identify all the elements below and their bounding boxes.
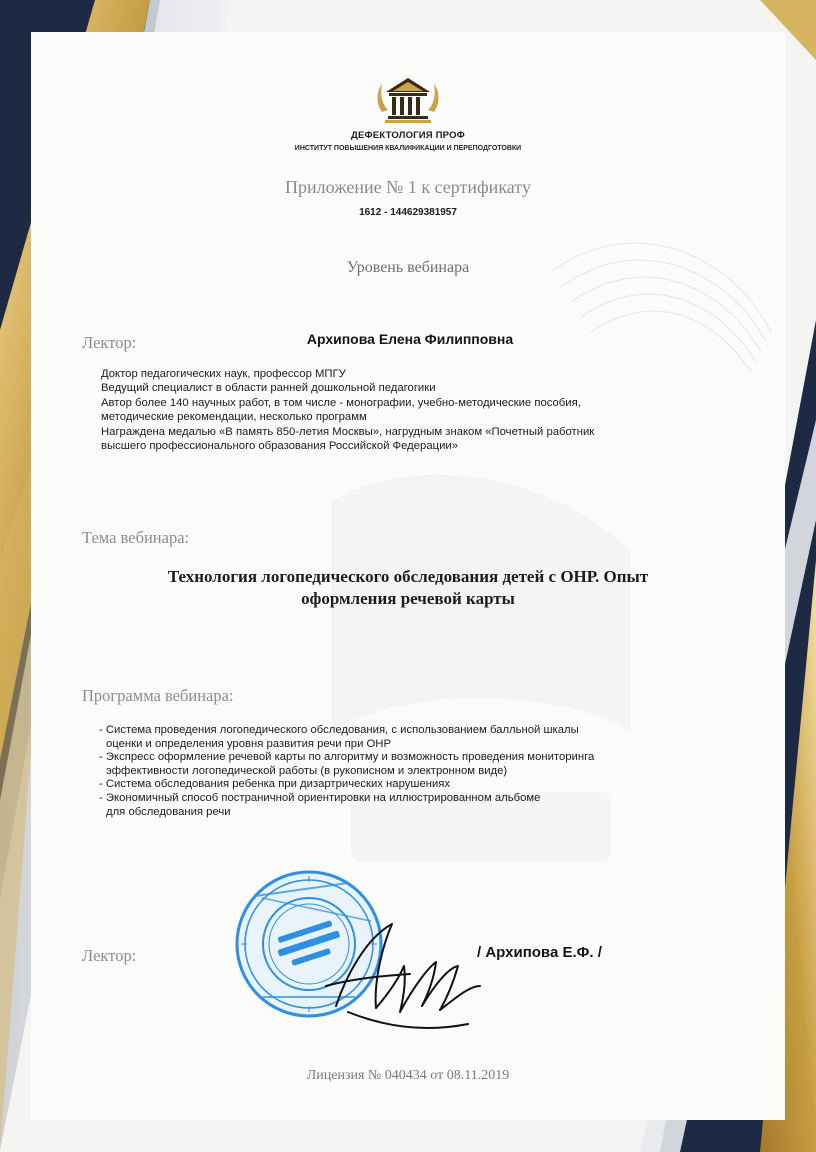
topic-line: оформления речевой карты xyxy=(301,589,515,608)
bio-line: Автор более 140 научных работ, в том числе - монографии, учебно-методические пособия, xyxy=(101,396,581,409)
signature-label: Лектор: xyxy=(82,946,137,965)
license-text: Лицензия № 040434 от 08.11.2019 xyxy=(306,1068,510,1083)
webinar-level: Уровень вебинара xyxy=(346,259,470,276)
bio-line: Награждена медалью «В память 850-летия Москвы», нагрудным знаком «Почетный работник xyxy=(101,425,595,438)
topic-label: Тема вебинара: xyxy=(82,528,190,547)
appendix-title: Приложение № 1 к сертификату xyxy=(285,177,531,197)
lecturer-label: Лектор: xyxy=(82,333,137,352)
program-line: оценки и определения уровня развития речи при ОНР xyxy=(106,737,391,750)
org-name: ДЕФЕКТОЛОГИЯ ПРОФ xyxy=(351,130,465,141)
org-subtitle: ИНСТИТУТ ПОВЫШЕНИЯ КВАЛИФИКАЦИИ И ПЕРЕПОДГОТОВКИ xyxy=(294,145,522,152)
webinar-topic xyxy=(90,566,726,610)
bio-line: Доктор педагогических наук, профессор МПГУ xyxy=(101,368,346,380)
lecturer-name: Архипова Елена Филипповна xyxy=(306,331,514,347)
topic-line: Технология логопедического обследования детей с ОНР. Опыт xyxy=(167,567,649,586)
signature-name: / Архипова Е.Ф. / xyxy=(477,944,602,961)
program-line: эффективности логопедической работы (в рукописном и электронном виде) xyxy=(106,764,508,777)
program-line: - Экономичный способ постраничной ориентировки на иллюстрированном альбоме xyxy=(99,791,541,804)
program-line: - Экспресс оформление речевой карты по алгоритму и возможность проведения мониторинга xyxy=(99,751,595,764)
bio-line: Ведущий специалист в области ранней дошкольной педагогики xyxy=(101,382,436,395)
lecturer-bio xyxy=(101,367,741,453)
program-line: - Система проведения логопедического обследования, с использованием балльной шкалы xyxy=(99,724,579,736)
institute-logo-icon xyxy=(374,72,442,130)
webinar-program xyxy=(99,724,739,819)
program-line: для обследования речи xyxy=(106,805,231,818)
signature-icon xyxy=(318,916,488,1038)
program-label: Программа вебинара: xyxy=(82,686,234,705)
program-line: - Система обследования ребенка при дизартрических нарушениях xyxy=(99,778,451,791)
certificate-number: 1612 - 144629381957 xyxy=(359,207,457,218)
bio-line: методические рекомендации, несколько программ xyxy=(101,411,367,424)
bio-line: высшего профессионального образования Российской Федерации» xyxy=(101,440,458,453)
